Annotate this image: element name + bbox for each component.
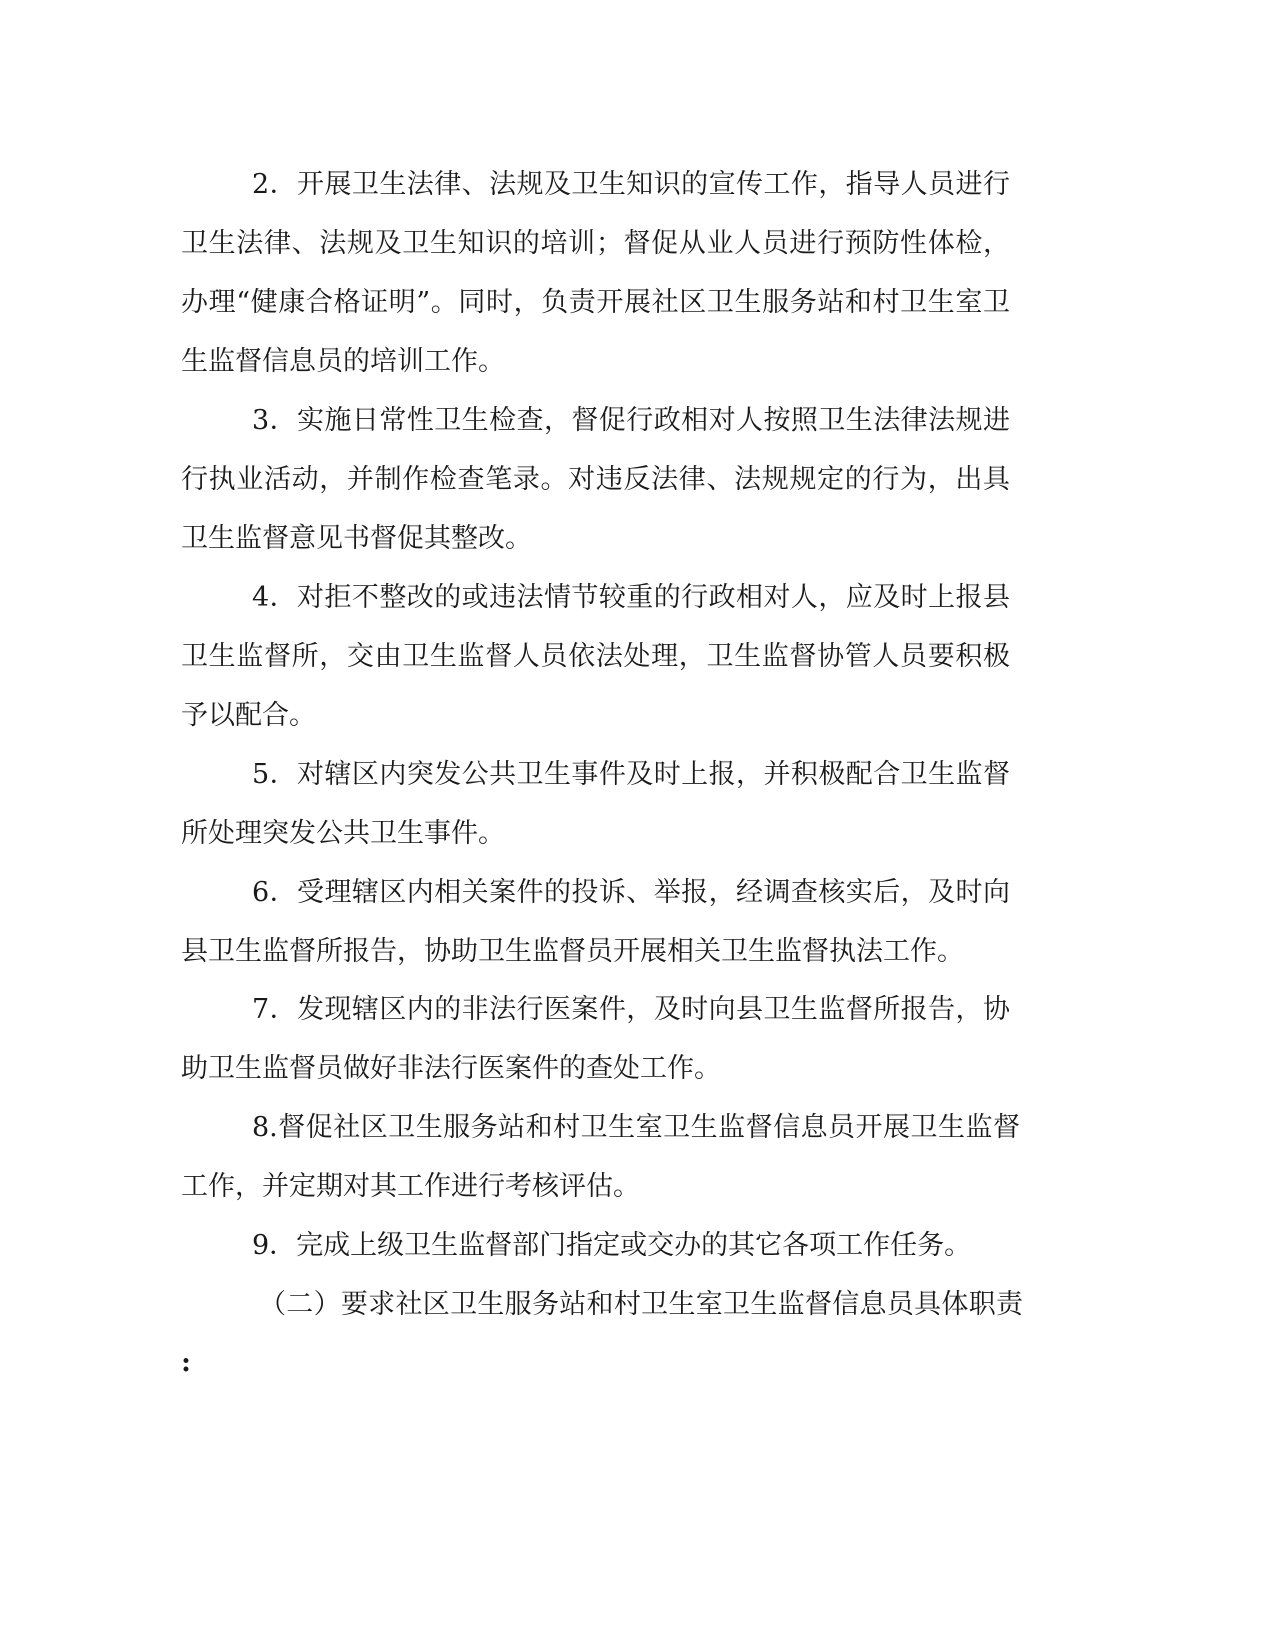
paragraph-4-line-1: 4．对拒不整改的或违法情节较重的行政相对人，应及时上报县 (252, 582, 1010, 613)
paragraph-3-line-2: 行执业活动，并制作检查笔录。对违反法律、法规规定的行为，出具 (181, 464, 1010, 495)
paragraph-3-line-1: 3．实施日常性卫生检查，督促行政相对人按照卫生法律法规进 (252, 405, 1010, 436)
paragraph-2-line-1: 2．开展卫生法律、法规及卫生知识的宣传工作，指导人员进行 (252, 169, 1010, 200)
paragraph-5-line-1: 5．对辖区内突发公共卫生事件及时上报，并积极配合卫生监督 (252, 759, 1010, 790)
paragraph-5-line-2: 所处理突发公共卫生事件。 (181, 818, 505, 849)
paragraph-6-line-2: 县卫生监督所报告，协助卫生监督员开展相关卫生监督执法工作。 (181, 936, 964, 967)
paragraph-8-line-2: 工作，并定期对其工作进行考核评估。 (181, 1171, 640, 1202)
paragraph-2-line-2: 卫生法律、法规及卫生知识的培训；督促从业人员进行预防性体检， (181, 228, 1010, 259)
paragraph-8-line-1: 8.督促社区卫生服务站和村卫生室卫生监督信息员开展卫生监督 (252, 1112, 1020, 1143)
paragraph-7-line-1: 7．发现辖区内的非法行医案件，及时向县卫生监督所报告，协 (252, 994, 1010, 1025)
paragraph-4-line-3: 予以配合。 (181, 700, 316, 731)
section-2-heading: （二）要求社区卫生服务站和村卫生室卫生监督信息员具体职责 (259, 1289, 1023, 1320)
paragraph-9-line-1: 9．完成上级卫生监督部门指定或交办的其它各项工作任务。 (252, 1230, 972, 1261)
paragraph-7-line-2: 助卫生监督员做好非法行医案件的查处工作。 (181, 1053, 721, 1084)
paragraph-6-line-1: 6．受理辖区内相关案件的投诉、举报，经调查核实后，及时向 (252, 877, 1010, 908)
paragraph-2-line-4: 生监督信息员的培训工作。 (181, 346, 505, 377)
paragraph-3-line-3: 卫生监督意见书督促其整改。 (181, 523, 532, 554)
paragraph-4-line-2: 卫生监督所，交由卫生监督人员依法处理，卫生监督协管人员要积极 (181, 641, 1010, 672)
trailing-colon: : (181, 1347, 191, 1378)
paragraph-2-line-3: 办理“健康合格证明”。同时，负责开展社区卫生服务站和村卫生室卫 (181, 287, 1010, 318)
